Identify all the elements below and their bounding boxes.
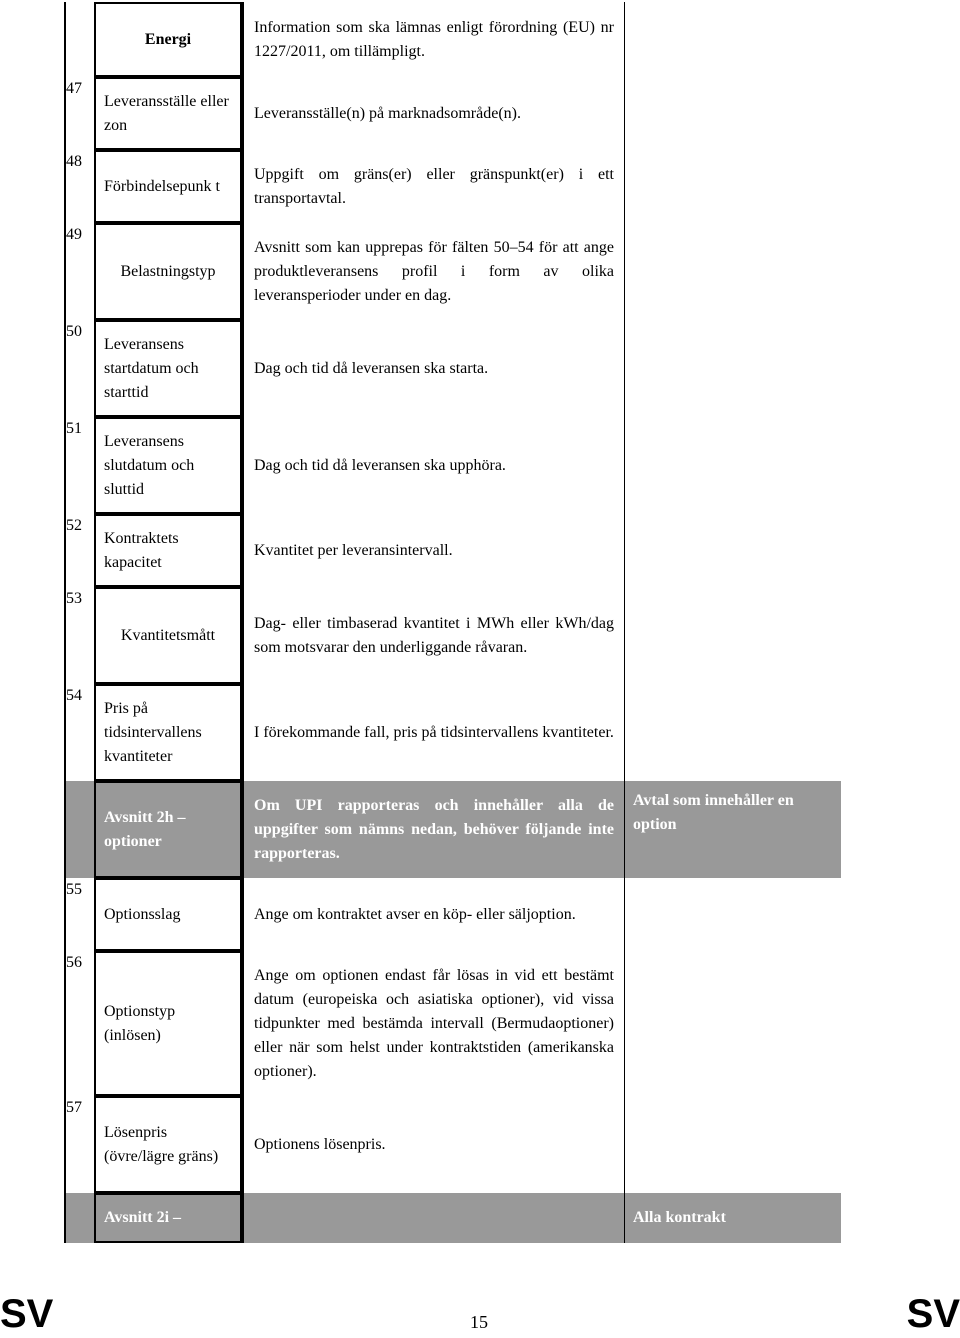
header-extra bbox=[625, 2, 841, 77]
section-header-2h bbox=[64, 781, 841, 878]
language-code-left: SV bbox=[0, 1292, 54, 1336]
row-number: 47 bbox=[64, 77, 94, 150]
field-name: Kontraktets kapacitet bbox=[94, 514, 242, 587]
field-description: Ange om optionen endast får lösas in vid ett bestämt datum (europeiska och asiatiska optioner), vid vissa tidpunkter med bestämda intervall (Bermudaoptioner) eller när som helst under kontraktstiden (amerikanska optioner). bbox=[242, 951, 625, 1096]
field-name: Leveransens slutdatum och sluttid bbox=[94, 417, 242, 514]
field-name: Kvantitetsmått bbox=[94, 587, 242, 684]
column-header-energi: Energi bbox=[94, 2, 242, 77]
field-name: Optionstyp (inlösen) bbox=[94, 951, 242, 1096]
row-number bbox=[64, 2, 94, 77]
table-row bbox=[64, 320, 841, 417]
table-row bbox=[64, 223, 841, 320]
field-description: Dag och tid då leveransen ska upphöra. bbox=[242, 417, 625, 514]
field-name: Pris på tidsintervallens kvantiteter bbox=[94, 684, 242, 781]
page-number: 15 bbox=[470, 1312, 488, 1332]
field-name: Lösenpris (övre/lägre gräns) bbox=[94, 1096, 242, 1193]
row-number: 51 bbox=[64, 417, 94, 514]
row-number: 54 bbox=[64, 684, 94, 781]
language-code-right: SV bbox=[906, 1292, 960, 1336]
fields-table bbox=[64, 2, 841, 1243]
table-row bbox=[64, 878, 841, 951]
table-row bbox=[64, 951, 841, 1096]
row-number: 52 bbox=[64, 514, 94, 587]
section-title: Avsnitt 2i – bbox=[94, 1193, 242, 1243]
field-description: Dag och tid då leveransen ska starta. bbox=[242, 320, 625, 417]
row-number: 53 bbox=[64, 587, 94, 684]
field-description: I förekommande fall, pris på tidsintervallens kvantiteter. bbox=[242, 684, 625, 781]
row-number: 56 bbox=[64, 951, 94, 1096]
section-extra: Alla kontrakt bbox=[625, 1193, 841, 1243]
header-description: Information som ska lämnas enligt förordning (EU) nr 1227/2011, om tillämpligt. bbox=[242, 2, 625, 77]
section-extra: Avtal som innehåller en option bbox=[625, 781, 841, 878]
section-description: Om UPI rapporteras och innehåller alla de uppgifter som nämns nedan, behöver följande inte rapporteras. bbox=[242, 781, 625, 878]
field-description: Leveransställe(n) på marknadsområde(n). bbox=[242, 77, 625, 150]
field-name: Leveransställe eller zon bbox=[94, 77, 242, 150]
table-row bbox=[64, 514, 841, 587]
field-description: Avsnitt som kan upprepas för fälten 50–54 för att ange produktleveransens profil i form av olika leveransperioder under en dag. bbox=[242, 223, 625, 320]
table-row bbox=[64, 684, 841, 781]
table-row bbox=[64, 150, 841, 223]
row-number: 55 bbox=[64, 878, 94, 951]
section-header-2i bbox=[64, 1193, 841, 1243]
field-name: Leveransens startdatum och starttid bbox=[94, 320, 242, 417]
field-description: Uppgift om gräns(er) eller gränspunkt(er) i ett transportavtal. bbox=[242, 150, 625, 223]
field-name: Optionsslag bbox=[94, 878, 242, 951]
table-row bbox=[64, 77, 841, 150]
row-number: 48 bbox=[64, 150, 94, 223]
row-number: 50 bbox=[64, 320, 94, 417]
field-description: Dag- eller timbaserad kvantitet i MWh eller kWh/dag som motsvarar den underliggande råvaran. bbox=[242, 587, 625, 684]
table-row bbox=[64, 587, 841, 684]
field-description: Optionens lösenpris. bbox=[242, 1096, 625, 1193]
row-number: 49 bbox=[64, 223, 94, 320]
table-row bbox=[64, 1096, 841, 1193]
section-title: Avsnitt 2h – optioner bbox=[94, 781, 242, 878]
table-header-row bbox=[64, 2, 841, 77]
field-name: Förbindelsepunk t bbox=[94, 150, 242, 223]
field-name: Belastningstyp bbox=[94, 223, 242, 320]
field-description: Kvantitet per leveransintervall. bbox=[242, 514, 625, 587]
row-number: 57 bbox=[64, 1096, 94, 1193]
table-row bbox=[64, 417, 841, 514]
field-description: Ange om kontraktet avser en köp- eller säljoption. bbox=[242, 878, 625, 951]
